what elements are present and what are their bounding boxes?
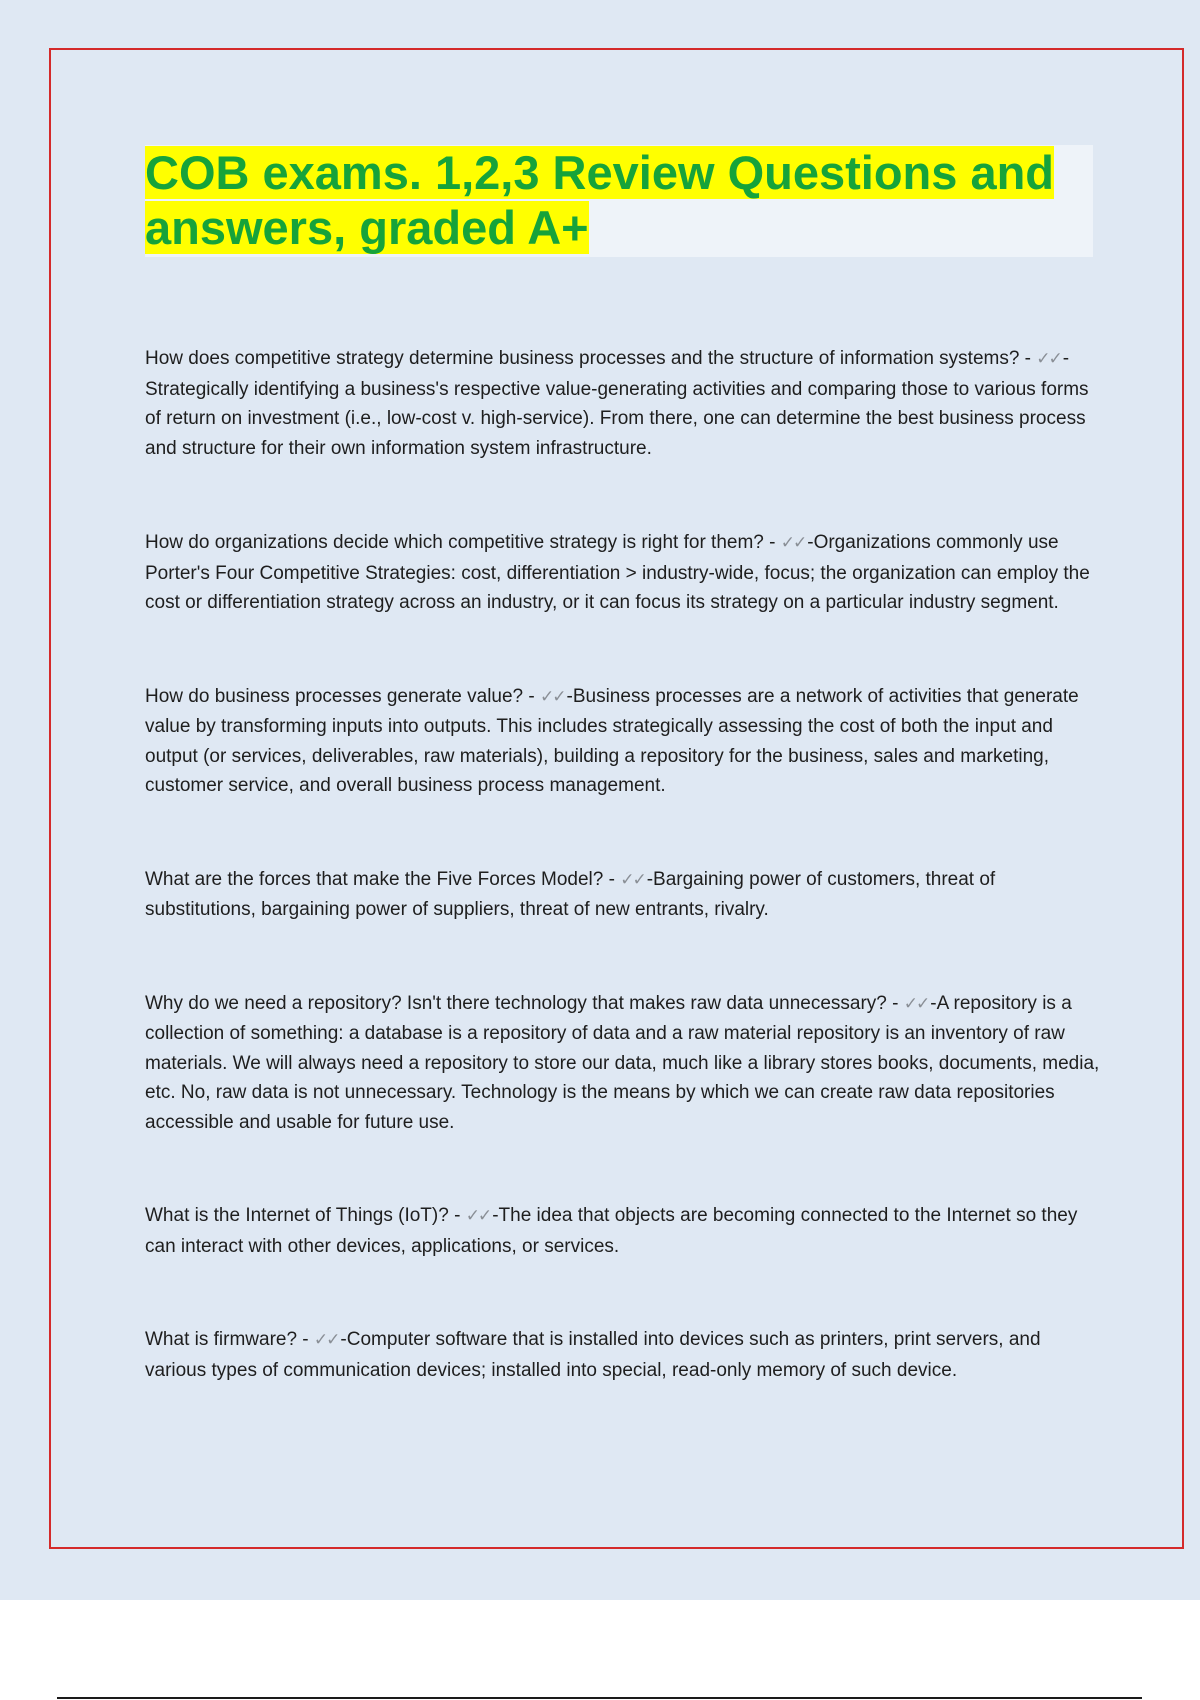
qa-item [145, 528, 1100, 618]
double-check-icon: ✓✓ [903, 993, 929, 1014]
answer-text: -Business processes are a network of activities that generate value by transforming inputs into outputs. This includes strategically assessing the cost of both the input and output (or services, deliverables, raw materials), building a repository for the business, sales and marketing, customer service, and overall business process management. [145, 685, 1079, 796]
answer-text: -Organizations commonly use Porter's Four Competitive Strategies: cost, differentiation > industry-wide, focus; the organization can employ the cost or differentiation strategy across an industry, or it can focus its strategy on a particular industry segment. [145, 532, 1090, 613]
double-check-icon: ✓✓ [465, 1206, 491, 1226]
question-text: How does competitive strategy determine business processes and the structure of information systems? - [145, 348, 1032, 369]
footer-rule [57, 1697, 1142, 1699]
double-check-icon: ✓✓ [780, 533, 806, 553]
answer-text: -Strategically identifying a business's respective value-generating activities and comparing those to various forms of return on investment (i.e., low-cost v. high-service). From there, one can determine the best business process and structure for their own information system infrastructure. [145, 348, 1089, 459]
question-text: What is firmware? - [145, 1329, 309, 1350]
qa-item [145, 682, 1100, 801]
answer-text: -Computer software that is installed into devices such as printers, print servers, and various types of communication devices; installed into special, read-only memory of such device. [145, 1329, 1041, 1381]
double-check-icon: ✓✓ [620, 869, 645, 890]
qa-list [145, 344, 1100, 1385]
question-text: What are the forces that make the Five Forces Model? - [145, 868, 615, 890]
answer-text: -The idea that objects are becoming connected to the Internet so they can interact with other devices, applications, or services. [145, 1205, 1078, 1257]
question-text: How do business processes generate value? - [145, 685, 535, 707]
title-block [145, 145, 1093, 257]
double-check-icon: ✓✓ [1036, 349, 1061, 369]
qa-item [145, 865, 1100, 925]
qa-item [145, 1325, 1100, 1385]
question-text: Why do we need a repository? Isn't there technology that makes raw data unnecessary? - [145, 992, 899, 1014]
double-check-icon: ✓✓ [313, 1330, 339, 1350]
title-highlight: COB exams. 1,2,3 Review Questions and answers, graded A+ [145, 146, 1055, 254]
qa-item [145, 344, 1100, 463]
answer-text: -A repository is a collection of something: a database is a repository of data and a raw material repository is an inventory of raw materials. We will always need a repository to store our data, much like a library stores books, documents, media, etc. No, raw data is not unnecessary. Technology is the means by which we can create raw data repositories accessible and usable for future use. [145, 992, 1100, 1133]
question-text: How do organizations decide which competitive strategy is right for them? - [145, 532, 776, 553]
double-check-icon: ✓✓ [540, 686, 565, 707]
qa-item [145, 1201, 1100, 1261]
answer-text: -Bargaining power of customers, threat of substitutions, bargaining power of suppliers, threat of new entrants, rivalry. [145, 868, 996, 920]
qa-item [145, 989, 1100, 1138]
document-title [145, 145, 1093, 255]
question-text: What is the Internet of Things (IoT)? - [145, 1205, 461, 1226]
